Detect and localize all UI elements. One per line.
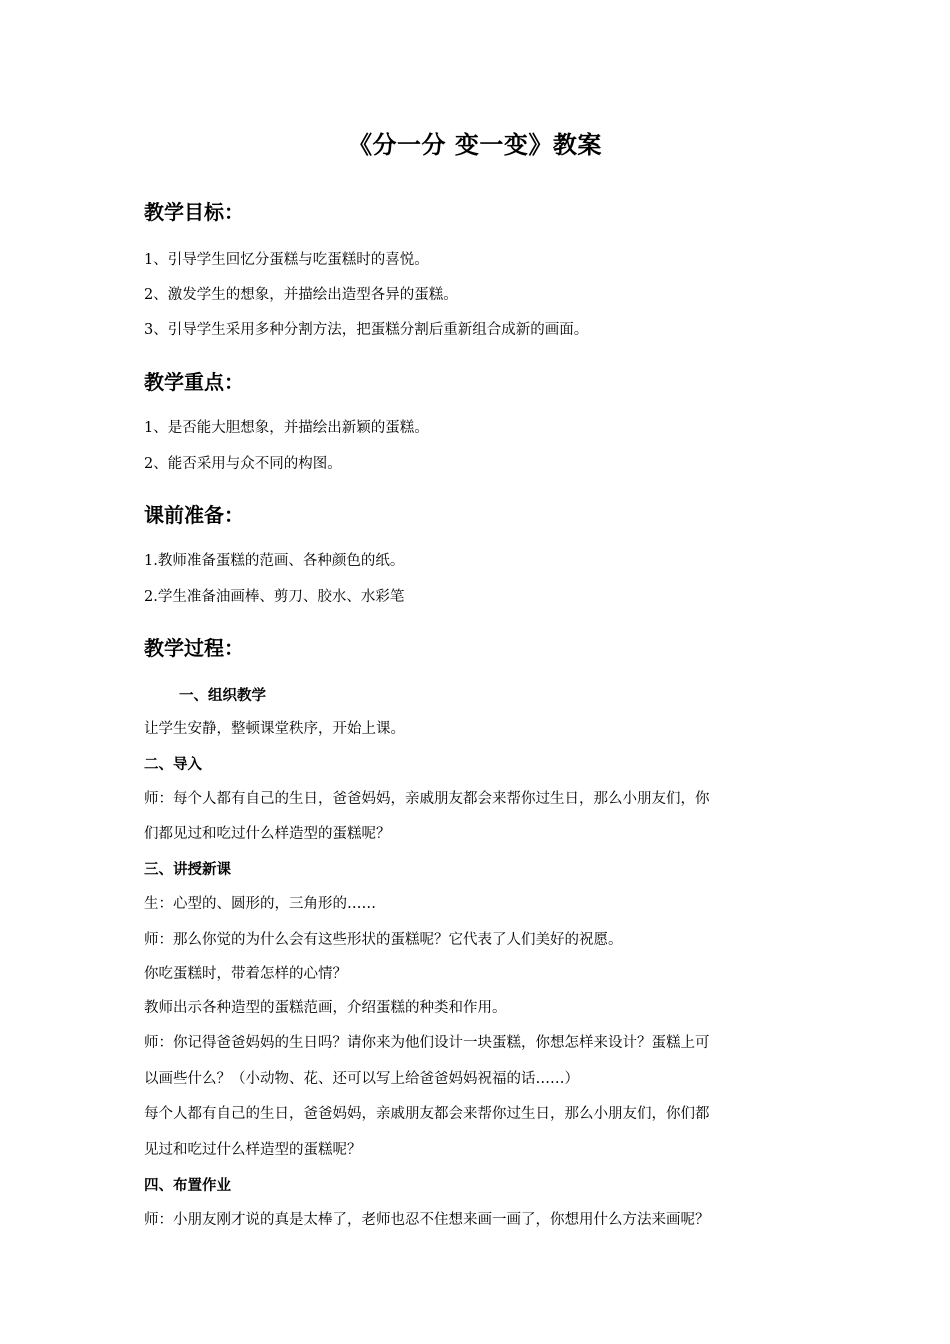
objective-item: 2、激发学生的想象，并描绘出造型各异的蛋糕。 [144,287,458,303]
preparation-heading: 课前准备： [144,503,244,527]
objectives-heading: 教学目标： [144,200,244,224]
preparation-item: 2.学生准备油画棒、剪刀、胶水、水彩笔 [144,589,405,605]
key-points-heading: 教学重点： [144,370,244,394]
objective-item: 3、引导学生采用多种分割方法，把蛋糕分割后重新组合成新的画面。 [144,322,589,338]
section-text: 见过和吃过什么样造型的蛋糕呢？ [144,1142,362,1158]
preparation-item: 1.教师准备蛋糕的范画、各种颜色的纸。 [144,553,405,569]
section-text: 师：那么你觉的为什么会有这些形状的蛋糕呢？它代表了人们美好的祝愿。 [144,932,623,948]
section-text: 教师出示各种造型的蛋糕范画，介绍蛋糕的种类和作用。 [144,1000,507,1016]
section-text: 们都见过和吃过什么样造型的蛋糕呢？ [144,826,391,842]
section-text: 你吃蛋糕时，带着怎样的心情？ [144,966,347,982]
section-text: 师：每个人都有自己的生日，爸爸妈妈，亲戚朋友都会来帮你过生日，那么小朋友们，你 [144,791,710,807]
section-title-new-lesson: 三、讲授新课 [144,862,231,878]
process-heading: 教学过程： [144,636,244,660]
objective-item: 1、引导学生回忆分蛋糕与吃蛋糕时的喜悦。 [144,252,429,268]
section-text: 生：心型的、圆形的，三角形的…… [144,896,376,912]
key-point-item: 1、是否能大胆想象，并描绘出新颖的蛋糕。 [144,420,429,436]
section-title-intro: 二、导入 [144,757,202,773]
section-text: 以画些什么？（小动物、花、还可以写上给爸爸妈妈祝福的话……） [144,1071,579,1087]
section-text: 师：你记得爸爸妈妈的生日吗？请你来为他们设计一块蛋糕，你想怎样来设计？蛋糕上可 [144,1035,710,1051]
section-text: 师：小朋友刚才说的真是太棒了，老师也忍不住想来画一画了，你想用什么方法来画呢？ [144,1212,710,1228]
section-text: 让学生安静，整顿课堂秩序，开始上课。 [144,721,405,737]
key-point-item: 2、能否采用与众不同的构图。 [144,456,342,472]
document-title: 《分一分 变一变》教案 [348,131,602,159]
section-text: 每个人都有自己的生日，爸爸妈妈，亲戚朋友都会来帮你过生日，那么小朋友们，你们都 [144,1106,710,1122]
section-title-homework: 四、布置作业 [144,1178,231,1194]
section-title-organize: 一、组织教学 [179,688,266,704]
